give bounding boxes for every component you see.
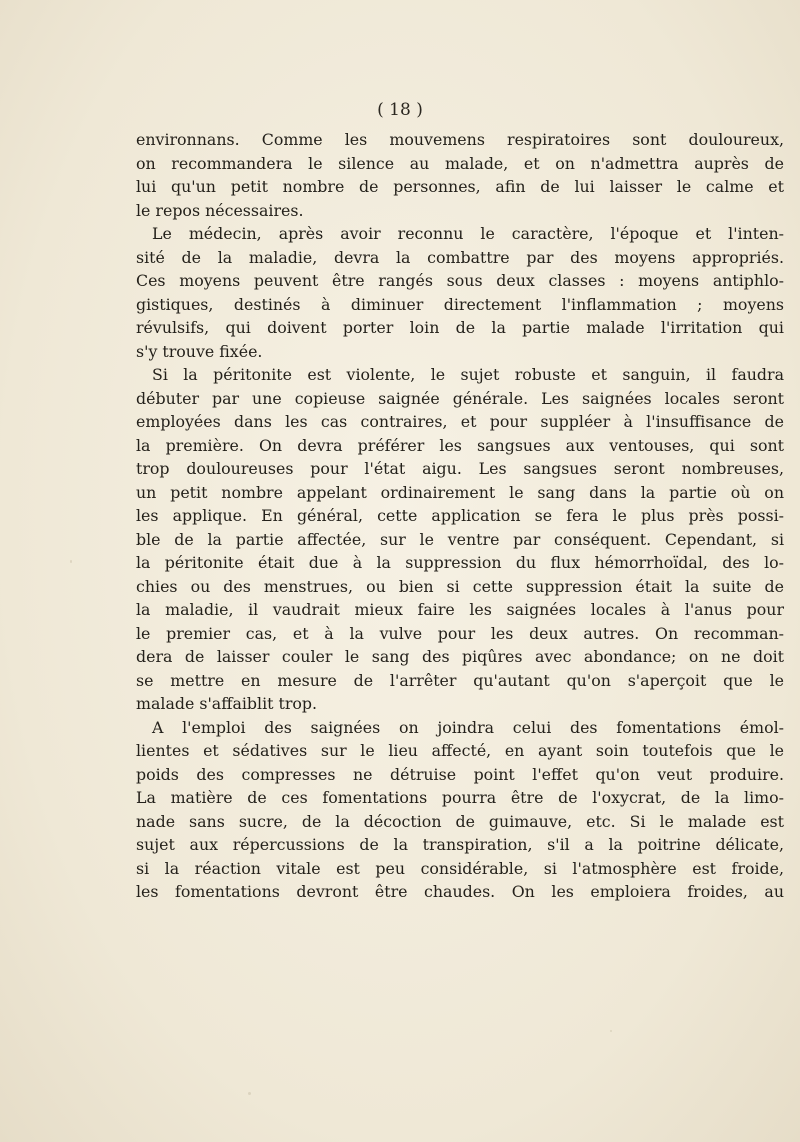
text-line: sujet aux répercussions de la transpiration, s'il a la poitrine délicate, (136, 835, 784, 854)
text-line: La matière de ces fomentations pourra être de l'oxycrat, de la limo- (136, 788, 784, 807)
text-line: Ces moyens peuvent être rangés sous deux classes : moyens antiphlo- (136, 271, 784, 290)
text-line: le repos nécessaires. (136, 200, 304, 220)
text-line: malade s'affaiblit trop. (136, 694, 318, 713)
paper-speck (248, 1092, 251, 1095)
text-line: dera de laisser couler le sang des piqûres avec abondance; on ne doit (136, 647, 784, 666)
text-line: Le médecin, après avoir reconnu le caractère, l'époque et l'inten- (152, 224, 784, 243)
text-line: ble de la partie affectée, sur le ventre par conséquent. Cependant, si (136, 529, 784, 549)
text-line: la péritonite était due à la suppression du flux hémorrhoïdal, des lo- (136, 553, 784, 572)
text-line: lientes et sédatives sur le lieu affecté, en ayant soin toutefois que le (136, 741, 784, 760)
text-line: s'y trouve fixée. (136, 341, 263, 361)
text-line: si la réaction vitale est peu considérable, si l'atmosphère est froide, (136, 858, 784, 878)
text-line: le premier cas, et à la vulve pour les deux autres. On recomman- (136, 623, 784, 643)
body-text (136, 128, 784, 904)
text-line: se mettre en mesure de l'arrêter qu'autant qu'on s'aperçoit que le (136, 670, 784, 690)
text-line: les applique. En général, cette application se fera le plus près possi- (136, 506, 784, 525)
text-line: sité de la maladie, devra la combattre par des moyens appropriés. (136, 247, 784, 267)
text-line: la première. On devra préférer les sangsues aux ventouses, qui sont (136, 435, 784, 455)
page-number: ( 18 ) (377, 100, 423, 120)
text-line: employées dans les cas contraires, et pour suppléer à l'insuffisance de (136, 412, 784, 431)
text-line: poids des compresses ne détruise point l'effet qu'on veut produire. (136, 764, 784, 784)
text-line: environnans. Comme les mouvemens respiratoires sont douloureux, (136, 130, 784, 149)
text-line: trop douloureuses pour l'état aigu. Les sangsues seront nombreuses, (136, 459, 784, 478)
paper-speck (70, 560, 72, 563)
paper-speck (610, 1030, 612, 1032)
text-line: débuter par une copieuse saignée générale. Les saignées locales seront (136, 388, 784, 408)
text-line: Si la péritonite est violente, le sujet robuste et sanguin, il faudra (152, 365, 784, 384)
text-line: gistiques, destinés à diminuer directement l'inflammation ; moyens (136, 294, 784, 314)
text-line: un petit nombre appelant ordinairement le sang dans la partie où on (136, 482, 784, 502)
text-line: la maladie, il vaudrait mieux faire les saignées locales à l'anus pour (136, 600, 784, 619)
text-line: on recommandera le silence au malade, et on n'admettra auprès de (136, 153, 784, 173)
text-line: les fomentations devront être chaudes. On les emploiera froides, au (136, 882, 784, 901)
text-line: chies ou des menstrues, ou bien si cette suppression était la suite de (136, 576, 784, 596)
text-line: lui qu'un petit nombre de personnes, afin de lui laisser le calme et (136, 177, 784, 196)
text-line: nade sans sucre, de la décoction de guimauve, etc. Si le malade est (136, 811, 784, 831)
text-line: A l'emploi des saignées on joindra celui des fomentations émol- (152, 717, 784, 737)
text-line: révulsifs, qui doivent porter loin de la partie malade l'irritation qui (136, 318, 784, 337)
